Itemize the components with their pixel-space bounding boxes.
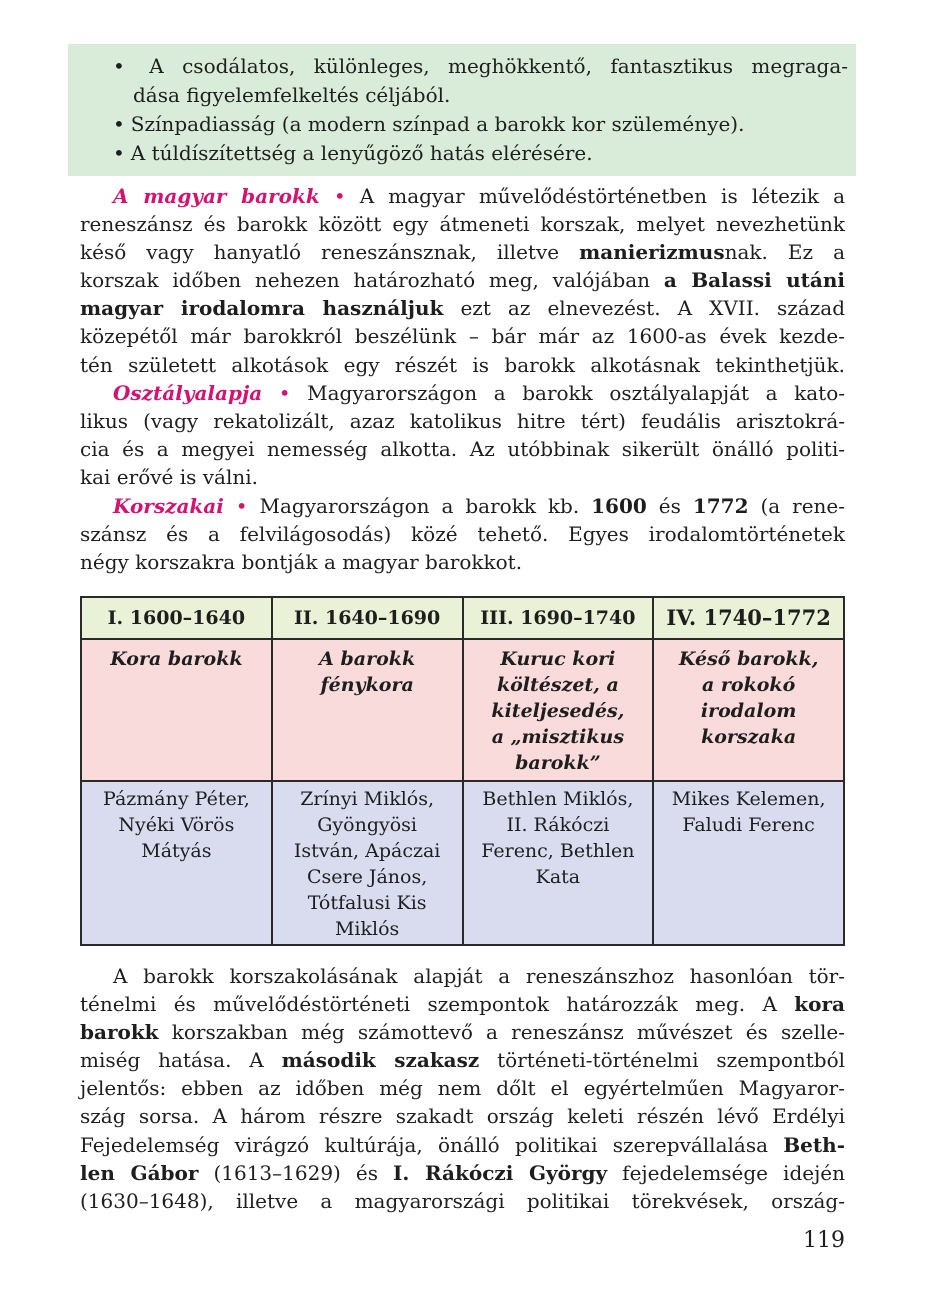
paragraph-korszakolas: A barokk korszakolásának alapját a reneszánszhoz hasonlóan tör- ténelmi és művelődéstörténeti szempontok határozzák meg. A kora barokk korszakban még számottevő a reneszánsz művészet és szelle- miség hatása. A második szakasz történeti-történelmi szempontból jelentős: ebben az időben még nem dőlt el egyértelműen Magyaror- szág sorsa. A három részre szakadt ország keleti részén lévő Erdélyi Fejedelemség virágzó kultúrája, önálló politikai szerepvállalása Beth- len Gábor (1613–1629) és I. Rákóczi György fejedelemsége idején (1630–1648), illetve a magyarországi politikai törekvések, ország- [80,964,846,1213]
baroque-periods-table [80,596,845,946]
bullet-icon: • [235,494,248,518]
bullet-icon: • [278,381,291,405]
table-header-cell: I. 1600–1640 [81,597,272,639]
paragraph-osztalyalapja: Osztályalapja • Magyarországon a barokk osztályalapját a kato- likus (vagy rekatolizált, azaz katolikus hitre tért) feudális arisztokrá- cia és a megyei nemesség alkotta. Az utóbbinak sikerült önálló politi- kai erővé is válni. [80,381,846,490]
bullet-icon: • [113,54,125,78]
section-heading: Korszakai [113,494,224,518]
authors-cell: Bethlen Miklós, II. Rákóczi Ferenc, Bethlen Kata [463,781,654,945]
table-row-authors [81,781,844,945]
authors-cell: Pázmány Péter, Nyéki Vörös Mátyás [81,781,272,945]
paragraph-magyar-barokk: A magyar barokk • A magyar művelődéstörténetben is létezik a reneszánsz és barokk között egy átmeneti korszak, melyet nevezhetünk késő vagy hanyatló reneszánsznak, illetve manierizmusnak. Ez a korszak időben nehezen határozható meg, valójában a Balassi utáni magyar irodalomra használjuk ezt az elnevezést. A XVII. század közepétől már barokkról beszélünk – bár már az 1600-as évek kezde- tén született alkotások egy részét is barokk alkotásnak tekinthetjük. [80,184,846,377]
era-cell: Késő barokk, a rokokó irodalom korszaka [653,639,844,781]
bullet-item: • Színpadiasság (a modern színpad a barokk kor szüleménye). [113,112,745,136]
era-cell: Kora barokk [81,639,272,781]
table-row-eras [81,639,844,781]
era-cell: A barokk fénykora [272,639,463,781]
era-cell: Kuruc kori költészet, a kiteljesedés, a „misztikus barokk” [463,639,654,781]
bullet-icon: • [113,112,125,136]
section-heading: Osztályalapja [113,381,263,405]
table-header-row [81,597,844,639]
bullet-item-continuation: dása figyelemfelkeltés céljából. [133,83,451,107]
bullet-icon: • [113,141,125,165]
table-header-cell: II. 1640–1690 [272,597,463,639]
table-header-cell: III. 1690–1740 [463,597,654,639]
table-header-cell: IV. 1740–1772 [653,597,844,639]
authors-cell: Mikes Kelemen, Faludi Ferenc [653,781,844,945]
bullet-icon: • [333,184,346,208]
page-number: 119 [803,1228,845,1253]
authors-cell: Zrínyi Miklós, Gyöngyösi István, Apáczai Csere János, Tótfalusi Kis Miklós [272,781,463,945]
bullet-item: • A csodálatos, különleges, meghökkentő, fantasztikus megraga- [113,54,849,78]
paragraph-korszakai: Korszakai • Magyarországon a barokk kb. 1600 és 1772 (a rene- szánsz és a felvilágosodás) közé tehető. Egyes irodalomtörténetek négy korszakra bontják a magyar barokkot. [80,494,846,575]
bullet-item: • A túldíszítettség a lenyűgöző hatás elérésére. [113,141,593,165]
section-heading: A magyar barokk [113,184,320,208]
